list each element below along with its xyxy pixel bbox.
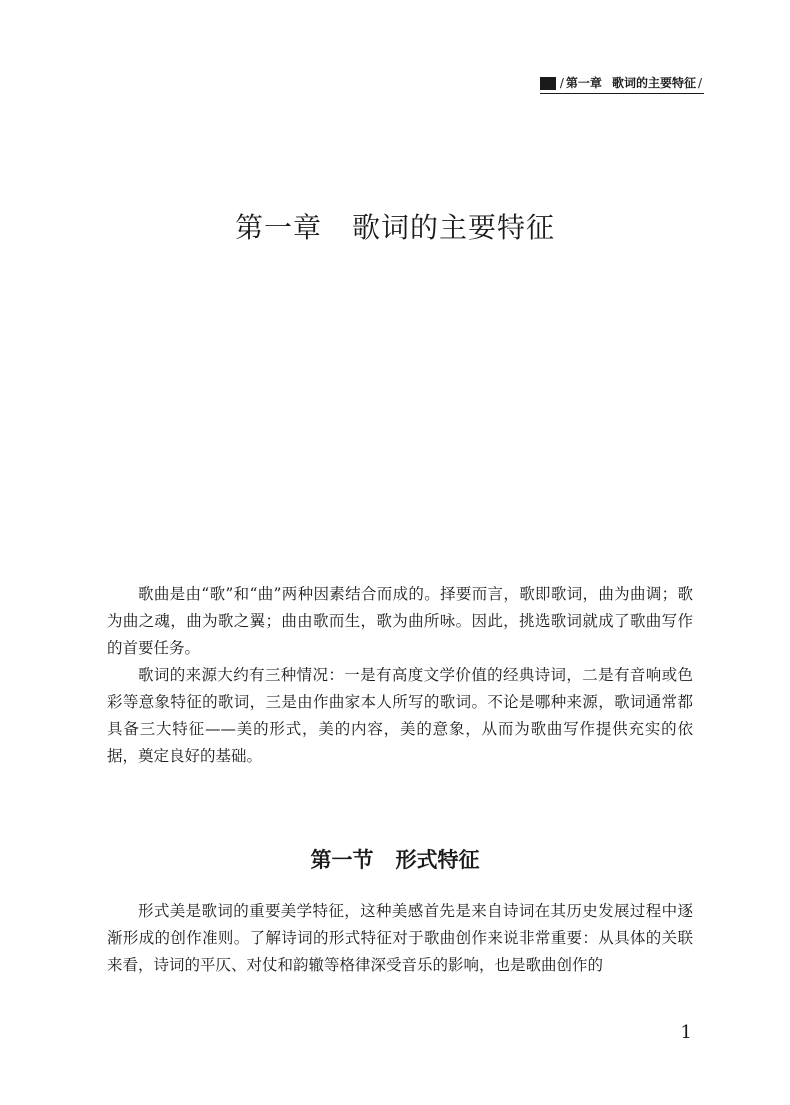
header-chapter-label: 第一章 [565, 76, 602, 90]
intro-paragraph: 歌曲是由“歌”和“曲”两种因素结合而成的。择要而言，歌即歌词，曲为曲调；歌为曲之魂，曲为歌之翼；曲由歌而生，歌为曲所咏。因此，挑选歌词就成了歌曲写作的首要任务。 [107, 585, 693, 657]
page-number: 1 [680, 1022, 692, 1043]
chapter-title [0, 206, 790, 246]
intro-text [107, 581, 693, 770]
header-slash-left: / [559, 76, 564, 90]
intro-paragraph: 歌词的来源大约有三种情况：一是有高度文学价值的经典诗词，二是有音响或色彩等意象特征的歌词，三是由作曲家本人所写的歌词。不论是哪种来源，歌词通常都具备三大特征——美的形式，美的内容，美的意象，从而为歌曲写作提供充实的依据，奠定良好的基础。 [107, 666, 693, 765]
chapter-name: 歌词的主要特征 [352, 211, 556, 244]
section-number: 第一节 [310, 848, 374, 872]
header-slash-right: / [697, 76, 702, 90]
chapter-number: 第一章 [234, 211, 322, 244]
header-chapter-name: 歌词的主要特征 [611, 76, 696, 90]
running-header [540, 76, 704, 94]
section-name: 形式特征 [395, 848, 480, 872]
section-title [0, 844, 790, 874]
header-marker-block [540, 77, 556, 90]
section-paragraph: 形式美是歌词的重要美学特征，这种美感首先是来自诗词在其历史发展过程中逐渐形成的创作准则。了解诗词的形式特征对于歌曲创作来说非常重要：从具体的关联来看，诗词的平仄、对仗和韵辙等格律深受音乐的影响，也是歌曲创作的 [107, 902, 693, 974]
section-body-text [107, 898, 693, 979]
